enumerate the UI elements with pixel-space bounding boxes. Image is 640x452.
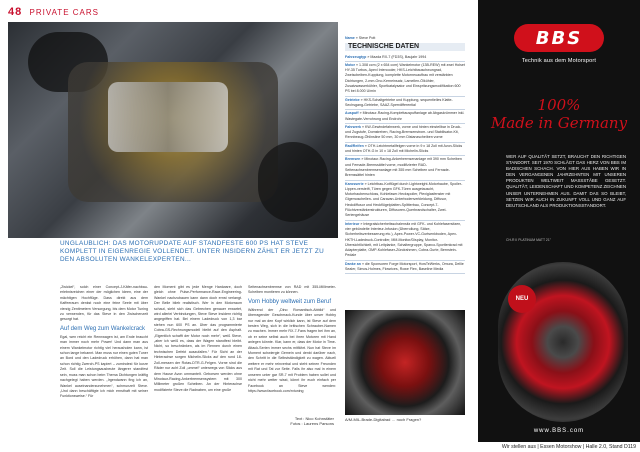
owner-value: Steve Pott — [358, 36, 376, 40]
subheading: Auf dem Weg zum Wankelcrack — [60, 325, 146, 332]
ad-percent: 100% — [537, 96, 581, 114]
spec-value: Minotaur-Racing-Ankerbremsenanlage mit 390 mm Scheiben und Fernade-Bremssättel vorne, modifizierter RAD-Seitenachsenbremsenanlage mit 355 mm Scheiben und Fernade-Bremssättel hinten — [345, 157, 462, 178]
spec-key: Fahrwerk — [345, 124, 361, 129]
ad-body: WER AUF QUALITÄT SETZT, BRAUCHT DEN RICHTIGEN STANDORT. SEIT 1970 SCHLÄGT DAS HERZ VON BBS IM BADISCHEN SCHACH. VON HIER AUS HABEN WIR IN DEN VERGANGENEN JAHRZEHNTEN MIT UNSEREN PRODUKTEN WELTWEIT MASSSTÄBE GESETZT. QUALITÄT, LEIDENSCHAFT UND KOMPETENZ ZEICHNEN UNSER UNTERNEHMEN AUS. DAMIT DAS SO BLEIBT, SETZEN WIR AUCH IN ZUKUNFT VOLL UND GANZ AUF DEUTSCHLAND ALS PRODUKTIONSSTANDORT. — [506, 154, 626, 208]
spec-title: TECHNISCHE DATEN — [345, 43, 465, 50]
photo-credit: Fotos : Laurens Parsons — [290, 421, 334, 426]
article-column-2 — [154, 285, 242, 393]
owner-label: Name — [345, 36, 355, 40]
article-headline: UNGLAUBLICH: DAS MOTORUPDATE AUF STANDFESTE 600 PS HAT STEVE KOMPLETT IN EIGENREGIE VOLLENDET. UNTER INSIDERN ZÄHLT ER JETZT ZU DEN ABSOLUTEN WANKELEXPERTEN... — [60, 240, 324, 263]
ad-tagline: Technik aus dem Motorsport — [521, 58, 597, 64]
spec-key: Karosserie — [345, 181, 364, 186]
spec-key: Auspuff — [345, 111, 359, 116]
spec-row: Bremsen » Minotaur-Racing-Ankerbremsenanlage mit 390 mm Scheiben und Fernade-Bremssättel vorne, modifizierter RAD-Seitenachsenbremsenanlage mit 355 mm Scheiben und Fernade-Bremssättel hinten — [345, 156, 465, 180]
spec-key: Getriebe — [345, 97, 360, 102]
spec-row: Danke an » die Sponsoren Forge Motorsport, HowTeWerks, Omura, Dellie Sealer, Simos-Holmes, Flowrices, Rowe Flex, Baseline Media — [345, 261, 465, 275]
spec-key: Interieur — [345, 221, 360, 226]
paragraph: Seitenachsenbremse von RAD mit 355-Millimeter-Scheiben montieren zu können. — [248, 285, 336, 295]
ad-made-in-germany: Made in Germany — [490, 114, 628, 132]
credits — [264, 416, 334, 426]
bbs-logo: BBS — [514, 24, 604, 52]
spec-value: Mazda RX-7 (FD3S), Baujahr 1994 — [370, 54, 427, 59]
spec-value: 1.308 ccm (2 x 654 ccm) Wankelmotor (13B-REW) mit zwei Holset HY-35 Turbos, Apexl Intercooler, HKS-Leichtbauschwungrad, Zweiscbeiben-Kupplung, komplette Motorneuaufbau mit verstärkten Dichtungen, 2-mm-Ono-Kerneinsatz, Lamellen-Ölkühler, Zusatzwasserkühler, Sportkatalysator und Einspritzungsmodifikation 600 PS bei 8.000 U/min — [345, 62, 465, 94]
spec-rows — [345, 54, 465, 275]
spec-value: OTH-Leichtmetallfelgen vorne in 9 x 18 Zoll mit Avon-Slicks und hinten OTH-G in 10 x 18 Zoll mit Michelin-Slicks — [345, 143, 463, 154]
spec-value: HKS-Schaltgetriebe und Kupplung, sequentielles Klatte-Sechsgang-Getriebe, SAAZ-Sperrdifferential — [345, 97, 453, 107]
ad-product-name: CH-R II PLATINUM MATT 21" — [506, 238, 551, 242]
section-label: PRIVATE CARS — [29, 8, 99, 17]
spec-key: Rad/Reifen — [345, 143, 364, 148]
spec-value: KW-Gewindefahrwerk, vorne und hinten einstellbar in Druck- und Zugstufe, Domstreben, Racing-Bremsenstrom- und Stabilisator-Kit, Rennbezug-Öhlinsline 50 mm, 30 mm Distanzscheiben vorne — [345, 124, 462, 140]
subheading: Vom Hobby weltweit zum Beruf — [248, 298, 332, 305]
spec-row: Fahrzeugtyp » Mazda RX-7 (FD3S), Baujahr 1994 — [345, 54, 465, 62]
spec-key: Fahrzeugtyp — [345, 54, 367, 59]
page-header — [8, 6, 99, 18]
article-column-1 — [60, 285, 148, 400]
bbs-advert — [478, 0, 640, 452]
spec-row: Motor » 1.308 ccm (2 x 654 ccm) Wankelmotor (13B-REW) mit zwei Holset HY-35 Turbos, Apexl Intercooler, HKS-Leichtbauschwungrad, Zweiscbeiben-Kupplung, komplette Motorneuaufbau mit verstärkten Dichtungen, 2-mm-Ono-Kerneinsatz, Lamellen-Ölkühler, Zusatzwasserkühler, Sportkatalysator und Einspritzungsmodifikation 600 PS bei 8.000 U/min — [345, 62, 465, 97]
spec-row: Fahrwerk » KW-Gewindefahrwerk, vorne und hinten einstellbar in Druck- und Zugstufe, Domstreben, Racing-Bremsenstrom- und Stabilisator-Kit, Rennbezug-Öhlinsline 50 mm, 30 mm Distanzscheiben vorne — [345, 124, 465, 143]
rim-photo — [345, 310, 465, 415]
rim-caption: A/M-MIL-Brade-Digitalrad … noch Fragen? — [345, 417, 422, 422]
spec-row: Auspuff » Minotaur-Racing-Komplettauspuffanlage ab Abgaskrümmer inkl. Wastegate-Verrohrung und Endrohr — [345, 110, 465, 124]
ad-url[interactable]: www.BBS.com — [533, 428, 585, 434]
owner-row: Name » Steve Pott — [345, 36, 376, 40]
spec-row: Rad/Reifen » OTH-Leichtmetallfelgen vorne in 9 x 18 Zoll mit Avon-Slicks und hinten OTH-G in 10 x 18 Zoll mit Michelin-Slicks — [345, 143, 465, 157]
ad-footer: Wir stellen aus | Essen Motorshow | Halle 2.0, Stand D119 — [478, 442, 640, 452]
paragraph: „Zwickel“, solch einer Concept-J-Käfer-nachbau-erlebnisreichen einer der möglichen Ideen, eine der mächtigen Hochflüge. Dass direkt aus dem Kaffeeraum denkst noch eine feine Seele mit über vierzig Zentimetern Versorgung, bis dem Motor Tuning zu verwenden, für das Steve in den Zwischenzeit gesorgt hat. — [60, 285, 148, 322]
text-credit: Text : Nico Kohnstäter — [294, 416, 334, 421]
page-number: 48 — [8, 6, 23, 18]
spec-row: Karosserie » Leichtbau-Kotflügel durch Lightweight-Motorhaube, Spoiler-Lippen-versteift, Türen gegen GFK-Türen ausgetauscht, Motorhaubenschloss, Kohlefaser-Heckspoiler, Plexiglasfenster mit Gigemoschellen- und Caravan-Unterbodenverkleidung, Diffusor, Heckdiffusor und Heckflügelplatten-Splitterbau, Concept-7-Flüchtverstärkerstrukturen, Diffusoren-Querbrandschalter, Zwei-Seriengehäuse — [345, 181, 465, 221]
spec-key: Bremsen — [345, 157, 361, 162]
spec-row: Interieur » Integralsicherheitsschalensitz mit GFK- und Kohlefasersitzen, vier gebündelte Interieur-Infusion (Überrollung, Sätze, Sicherheitsverbesserung etc.), Apex-Power-VC-Gurtsenkboden, Apex-HKTH-Ladedruck-Controller, MM-Monitor/Display, Monitor-Übersichtlichkeit, mit Leitplanke, Schaltergruppe, Sparco-Sportlenkrad mit Adapterplatte, OMP-Kohlefaser-Zündrahmen, Cobra-Gurte, Bernstein-Pedale — [345, 221, 465, 261]
spec-value: Minotaur-Racing-Komplettauspuffanlage ab Abgaskrümmer inkl. Wastegate-Verrohrung und Endrohr — [345, 111, 465, 121]
spec-value: die Sponsoren Forge Motorsport, HowTeWerks, Omura, Dellie Sealer, Simos-Holmes, Flowrices, Rowe Flex, Baseline Media — [345, 261, 464, 271]
spec-value: Integralsicherheitsschalensitz mit GFK- und Kohlefasersitzen, vier gebündelte Interieur-Infusion (Überrollung, Sätze, Sicherheitsverbesserung etc.), Apex-Power-VC-Gurtsenkboden, Apex-HKTH-Ladedruck-Controller, MM-Monitor/Display, Monitor-Übersichtlichkeit, mit Leitplanke, Schaltergruppe, Sparco-Sportlenkrad mit Adapterplatte, OMP-Kohlefaser-Zündrahmen, Cobra-Gurte, Bernstein-Pedale — [345, 221, 463, 258]
article-column-3 — [248, 285, 336, 394]
new-badge: NEU — [508, 285, 536, 313]
spec-value: Leichtbau-Kotflügel durch Lightweight-Motorhaube, Spoiler-Lippen-versteift, Türen gegen GFK-Türen ausgetauscht, Motorhaubenschloss, Kohlefaser-Heckspoiler, Plexiglasfenster mit Gigemoschellen- und Caravan-Unterbodenverkleidung, Diffusor, Heckdiffusor und Heckflügelplatten-Splitterbau, Concept-7-Flüchtverstärkerstrukturen, Diffusoren-Querbrandschalter, Zwei-Seriengehäuse — [345, 181, 463, 218]
spec-key: Danke an — [345, 261, 361, 266]
paragraph: Egal, wen reicht ein Rennwagen ist, am Ende braucht man immer noch mehr Power! Und dann man aus einem Wankelmotor richtig viel herausholen kann, ist schon lange bekannt. Man muss nur einen guten Tuner an Bord und den Ladedruck erhöhen, dann hat man schon richtig Zwerch-PS kapiert – zumindest für kurze Zeit. Soll die Leistungsausbeute längerer standfest sein, muss man schon beim Thema Dichtungen kräftig nachgelegt haben werden. „Irgendwann fing ich an, Wankel auseinanderzunehmen“, schmunzelt Steve. „Und dann beschäftigte ich mich ernsthaft mit seiner Funktionsweise.“ Für — [60, 334, 148, 399]
paragraph: Während der „Dino Romantisch-Abbild“ und überragender Geschmack-Kunde über unser Hobby nur mal an den Kopf wirklich kann, ist Steve auf dem besten Weg, sich in die britischen Schrauber-Namen zu machen. Immer mehr RX-7-Fans fragen bei ihm an, ob er seine selbst auch bei ihren Motoren mit Hand anlegen könnte. Klar, kann er, dass der Motor in Time-Attack-Serien immer sechs mitfährt. Nun hat Steve im Moment schwiergie Gemein und denkt darüber nach, den Schritt in die Selbstständigkeit zu wagen. Aktuell weitere er mehr reinverbal und steht seinen Freunden mit Rat und Tat zur Seite. Falls ihr also mal in einem unseren unter gar SR-7 mit Problem haben sollet und nicht mehr weiter wisst, könnt ihr euch einfach per Facebook an Steve wenden: https://www.facebook.com/rxtuning — [248, 307, 336, 393]
spec-box — [345, 36, 465, 274]
spec-row: Getriebe » HKS-Schaltgetriebe und Kupplung, sequentielles Klatte-Sechsgang-Getriebe, SAAZ-Sperrdifferential — [345, 97, 465, 111]
spec-key: Motor — [345, 62, 355, 67]
engine-bay-photo — [8, 22, 338, 238]
paragraph: den Moment gibt es jede Menge Hardware, doch gleich ohne Pulse-Performance-Race-Engineering-Wankel nachzubauen kann dann doch ernst verlangt. Der Belle blieb realistisch. Wer in den Motorraum schaut, sieht sich das Gebrechen genauer erwartet, wird allerlei Verbindungen, Steve Steve Insidern richtig angegriffen hat. Bei einem Ladedruck von 1,3 bar stehen nun 600 PS an. Über das programmierte Cobra-GS-Rechnungsmodell bleibt auf den Asphalt. „Eigentlich schafft der Motor noch mehr“, weiß Steve, „aber ich weiß es, dass der Wagen standfest bleibt. Nicht, so beschränken, als im Rennen durch einen technischen Defekt auszufallen.“ Für Sicht an der Hinterachse sorgen Michelin-Slicks auf den rund 18-Zoll-messen der Rotas-DTR-G-Felgen. Vorne sind die Räder nur acht Zoll „ummel“ unterwegs von Slicks aus dem Hause Avon ummantelt. Geborsen werden ohne Minotaur-Racing-Ankerbremsensystem mit 300 Millimeter großen Scheiben. An der Hinterachse modifizierte Steve die Radnaben, um eine große — [154, 285, 242, 392]
